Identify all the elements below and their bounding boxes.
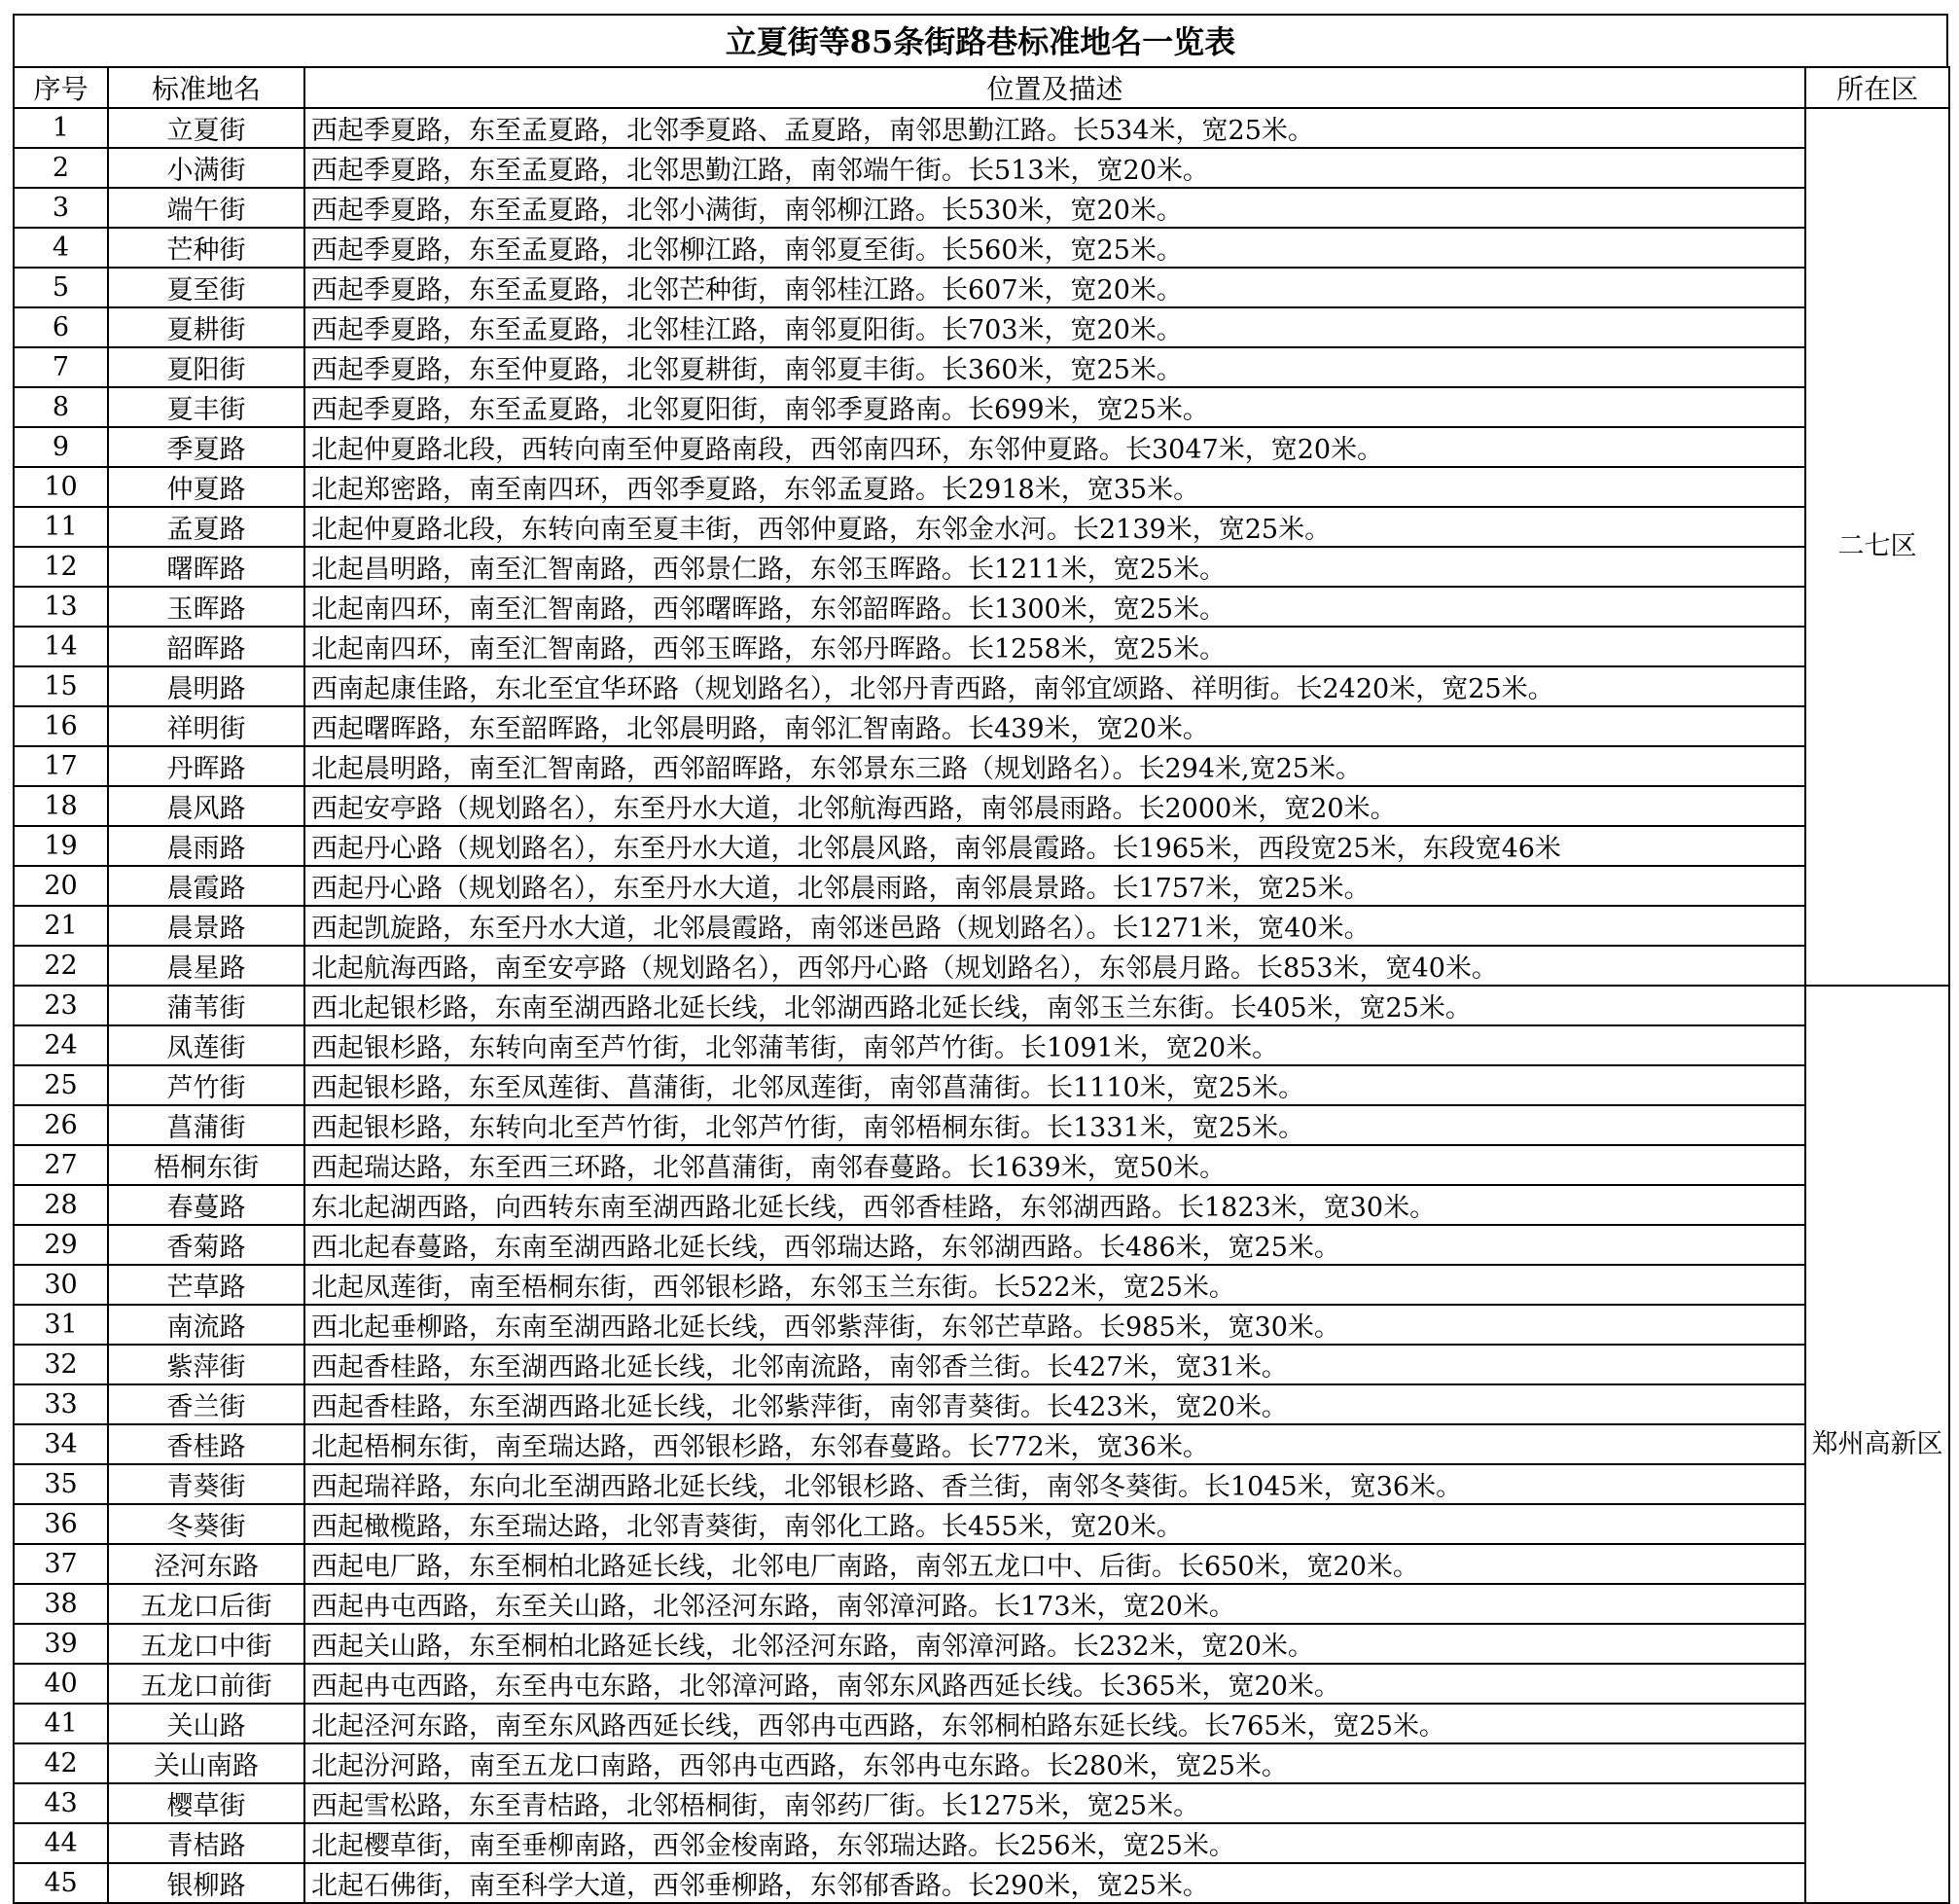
row-serial: 39 — [14, 1624, 108, 1664]
table-body — [14, 108, 1949, 1903]
row-description: 西北起银杉路，东南至湖西路北延长线，北邻湖西路北延长线，南邻玉兰东街。长405米，宽25米。 — [304, 986, 1805, 1025]
row-serial: 37 — [14, 1544, 108, 1584]
row-standard-name: 泾河东路 — [108, 1544, 304, 1584]
row-standard-name: 梧桐东街 — [108, 1145, 304, 1185]
header-description: 位置及描述 — [304, 67, 1805, 108]
row-description: 西起季夏路，东至孟夏路，北邻柳江路，南邻夏至街。长560米，宽25米。 — [304, 228, 1805, 268]
row-standard-name: 夏耕街 — [108, 307, 304, 347]
row-description: 西起凯旋路，东至丹水大道，北邻晨霞路，南邻迷邑路（规划路名）。长1271米，宽40米。 — [304, 906, 1805, 946]
row-serial: 31 — [14, 1305, 108, 1345]
row-description: 西起季夏路，东至仲夏路，北邻夏耕街，南邻夏丰街。长360米，宽25米。 — [304, 347, 1805, 387]
table-row — [14, 148, 1949, 188]
row-standard-name: 菖蒲街 — [108, 1105, 304, 1145]
row-serial: 27 — [14, 1145, 108, 1185]
table-row — [14, 1105, 1949, 1145]
row-serial: 32 — [14, 1345, 108, 1384]
table-row — [14, 307, 1949, 347]
row-serial: 3 — [14, 188, 108, 228]
row-standard-name: 玉晖路 — [108, 587, 304, 627]
row-serial: 12 — [14, 547, 108, 587]
row-description: 西起季夏路，东至孟夏路，北邻季夏路、孟夏路，南邻思勤江路。长534米，宽25米。 — [304, 108, 1805, 148]
row-standard-name: 夏至街 — [108, 268, 304, 307]
row-description: 北起昌明路，南至汇智南路，西邻景仁路，东邻玉晖路。长1211米，宽25米。 — [304, 547, 1805, 587]
table-row — [14, 1185, 1949, 1225]
row-description: 北起石佛街，南至科学大道，西邻垂柳路，东邻郁香路。长290米，宽25米。 — [304, 1863, 1805, 1903]
row-standard-name: 樱草街 — [108, 1783, 304, 1823]
row-standard-name: 关山南路 — [108, 1743, 304, 1783]
row-standard-name: 夏丰街 — [108, 387, 304, 427]
row-serial: 14 — [14, 627, 108, 666]
row-serial: 5 — [14, 268, 108, 307]
table-row — [14, 1464, 1949, 1504]
row-serial: 45 — [14, 1863, 108, 1903]
row-description: 西起季夏路，东至孟夏路，北邻芒种街，南邻桂江路。长607米，宽20米。 — [304, 268, 1805, 307]
row-serial: 8 — [14, 387, 108, 427]
row-description: 西起季夏路，东至孟夏路，北邻小满街，南邻柳江路。长530米，宽20米。 — [304, 188, 1805, 228]
table-row — [14, 786, 1949, 826]
row-serial: 17 — [14, 746, 108, 786]
row-standard-name: 小满街 — [108, 148, 304, 188]
row-description: 西起雪松路，东至青桔路，北邻梧桐街，南邻药厂街。长1275米，宽25米。 — [304, 1783, 1805, 1823]
row-description: 西起瑞祥路，东向北至湖西路北延长线，北邻银杉路、香兰街，南邻冬葵街。长1045米，宽36米。 — [304, 1464, 1805, 1504]
row-standard-name: 紫萍街 — [108, 1345, 304, 1384]
row-serial: 33 — [14, 1384, 108, 1424]
table-title: 立夏街等85条街路巷标准地名一览表 — [13, 14, 1948, 66]
table-row — [14, 268, 1949, 307]
table-row — [14, 1664, 1949, 1704]
row-description: 北起汾河路，南至五龙口南路，西邻冉屯西路，东邻冉屯东路。长280米，宽25米。 — [304, 1743, 1805, 1783]
row-description: 西北起垂柳路，东南至湖西路北延长线，西邻紫萍街，东邻芒草路。长985米，宽30米。 — [304, 1305, 1805, 1345]
table-row — [14, 1065, 1949, 1105]
row-standard-name: 春蔓路 — [108, 1185, 304, 1225]
table-row — [14, 507, 1949, 547]
row-description: 东北起湖西路，向西转东南至湖西路北延长线，西邻香桂路，东邻湖西路。长1823米，宽30米。 — [304, 1185, 1805, 1225]
row-standard-name: 香兰街 — [108, 1384, 304, 1424]
row-standard-name: 五龙口中街 — [108, 1624, 304, 1664]
row-serial: 35 — [14, 1464, 108, 1504]
row-standard-name: 曙晖路 — [108, 547, 304, 587]
table-row — [14, 1145, 1949, 1185]
row-standard-name: 孟夏路 — [108, 507, 304, 547]
table-row — [14, 188, 1949, 228]
row-serial: 21 — [14, 906, 108, 946]
table-row — [14, 1823, 1949, 1863]
row-description: 西起银杉路，东至凤莲街、菖蒲街，北邻凤莲街，南邻菖蒲街。长1110米，宽25米。 — [304, 1065, 1805, 1105]
table-row — [14, 946, 1949, 986]
table-row — [14, 1863, 1949, 1903]
row-description: 北起梧桐东街，南至瑞达路，西邻银杉路，东邻春蔓路。长772米，宽36米。 — [304, 1424, 1805, 1464]
row-description: 西起关山路，东至桐柏北路延长线，北邻泾河东路，南邻漳河路。长232米，宽20米。 — [304, 1624, 1805, 1664]
row-description: 西起银杉路，东转向南至芦竹街，北邻蒲苇街，南邻芦竹街。长1091米，宽20米。 — [304, 1025, 1805, 1065]
row-description: 北起仲夏路北段，西转向南至仲夏路南段，西邻南四环，东邻仲夏路。长3047米，宽20米。 — [304, 427, 1805, 467]
row-description: 西起安亭路（规划路名），东至丹水大道，北邻航海西路，南邻晨雨路。长2000米，宽20米。 — [304, 786, 1805, 826]
row-standard-name: 芒种街 — [108, 228, 304, 268]
row-serial: 29 — [14, 1225, 108, 1265]
row-description: 北起航海西路，南至安亭路（规划路名），西邻丹心路（规划路名），东邻晨月路。长853米，宽40米。 — [304, 946, 1805, 986]
row-standard-name: 晨霞路 — [108, 866, 304, 906]
table-row — [14, 1783, 1949, 1823]
table-row — [14, 666, 1949, 706]
row-serial: 7 — [14, 347, 108, 387]
row-description: 西起季夏路，东至孟夏路，北邻思勤江路，南邻端午街。长513米，宽20米。 — [304, 148, 1805, 188]
district-cell: 郑州高新区 — [1805, 986, 1949, 1903]
row-description: 西起丹心路（规划路名），东至丹水大道，北邻晨雨路，南邻晨景路。长1757米，宽25米。 — [304, 866, 1805, 906]
table-row — [14, 1305, 1949, 1345]
row-standard-name: 晨风路 — [108, 786, 304, 826]
table-row — [14, 1225, 1949, 1265]
row-serial: 38 — [14, 1584, 108, 1624]
row-standard-name: 丹晖路 — [108, 746, 304, 786]
table-row — [14, 1504, 1949, 1544]
row-serial: 23 — [14, 986, 108, 1025]
table-row — [14, 1025, 1949, 1065]
row-standard-name: 韶晖路 — [108, 627, 304, 666]
district-cell: 二七区 — [1805, 108, 1949, 986]
row-serial: 19 — [14, 826, 108, 866]
row-description: 西起冉屯西路，东至冉屯东路，北邻漳河路，南邻东风路西延长线。长365米，宽20米。 — [304, 1664, 1805, 1704]
row-serial: 9 — [14, 427, 108, 467]
row-standard-name: 晨明路 — [108, 666, 304, 706]
table-row — [14, 1624, 1949, 1664]
row-standard-name: 冬葵街 — [108, 1504, 304, 1544]
row-serial: 2 — [14, 148, 108, 188]
header-row — [14, 67, 1949, 108]
table-row — [14, 1544, 1949, 1584]
table-row — [14, 746, 1949, 786]
row-standard-name: 青葵街 — [108, 1464, 304, 1504]
row-serial: 34 — [14, 1424, 108, 1464]
row-standard-name: 晨景路 — [108, 906, 304, 946]
row-description: 西起瑞达路，东至西三环路，北邻菖蒲街，南邻春蔓路。长1639米，宽50米。 — [304, 1145, 1805, 1185]
row-standard-name: 祥明街 — [108, 706, 304, 746]
row-description: 北起晨明路，南至汇智南路，西邻韶晖路，东邻景东三路（规划路名）。长294米,宽25米。 — [304, 746, 1805, 786]
table-row — [14, 986, 1949, 1025]
row-serial: 6 — [14, 307, 108, 347]
row-serial: 15 — [14, 666, 108, 706]
row-standard-name: 立夏街 — [108, 108, 304, 148]
row-serial: 26 — [14, 1105, 108, 1145]
table-row — [14, 826, 1949, 866]
table-row — [14, 1424, 1949, 1464]
row-standard-name: 银柳路 — [108, 1863, 304, 1903]
row-standard-name: 芦竹街 — [108, 1065, 304, 1105]
table-row — [14, 108, 1949, 148]
row-description: 北起凤莲街，南至梧桐东街，西邻银杉路，东邻玉兰东街。长522米，宽25米。 — [304, 1265, 1805, 1305]
row-description: 北起泾河东路，南至东风路西延长线，西邻冉屯西路，东邻桐柏路东延长线。长765米，宽25米。 — [304, 1704, 1805, 1743]
row-serial: 4 — [14, 228, 108, 268]
row-description: 北起郑密路，南至南四环，西邻季夏路，东邻孟夏路。长2918米，宽35米。 — [304, 467, 1805, 507]
row-serial: 41 — [14, 1704, 108, 1743]
header-standard-name: 标准地名 — [108, 67, 304, 108]
table-row — [14, 427, 1949, 467]
header-district: 所在区 — [1805, 67, 1949, 108]
row-serial: 16 — [14, 706, 108, 746]
table-row — [14, 1584, 1949, 1624]
row-serial: 13 — [14, 587, 108, 627]
row-serial: 10 — [14, 467, 108, 507]
row-description: 西起电厂路，东至桐柏北路延长线，北邻电厂南路，南邻五龙口中、后街。长650米，宽20米。 — [304, 1544, 1805, 1584]
row-standard-name: 五龙口前街 — [108, 1664, 304, 1704]
row-description: 西南起康佳路，东北至宜华环路（规划路名），北邻丹青西路，南邻宜颂路、祥明街。长2420米，宽25米。 — [304, 666, 1805, 706]
row-serial: 20 — [14, 866, 108, 906]
row-standard-name: 夏阳街 — [108, 347, 304, 387]
row-serial: 24 — [14, 1025, 108, 1065]
row-serial: 22 — [14, 946, 108, 986]
row-description: 西起曙晖路，东至韶晖路，北邻晨明路，南邻汇智南路。长439米，宽20米。 — [304, 706, 1805, 746]
table-row — [14, 387, 1949, 427]
table-row — [14, 547, 1949, 587]
row-description: 西起银杉路，东转向北至芦竹街，北邻芦竹街，南邻梧桐东街。长1331米，宽25米。 — [304, 1105, 1805, 1145]
table-row — [14, 1265, 1949, 1305]
row-description: 西起香桂路，东至湖西路北延长线，北邻南流路，南邻香兰街。长427米，宽31米。 — [304, 1345, 1805, 1384]
row-description: 北起南四环，南至汇智南路，西邻曙晖路，东邻韶晖路。长1300米，宽25米。 — [304, 587, 1805, 627]
row-standard-name: 晨星路 — [108, 946, 304, 986]
place-name-table — [13, 66, 1950, 1904]
row-serial: 40 — [14, 1664, 108, 1704]
header-serial: 序号 — [14, 67, 108, 108]
row-description: 西起丹心路（规划路名），东至丹水大道，北邻晨风路，南邻晨霞路。长1965米，西段宽25米，东段宽46米 — [304, 826, 1805, 866]
row-description: 西起季夏路，东至孟夏路，北邻夏阳街，南邻季夏路南。长699米，宽25米。 — [304, 387, 1805, 427]
table-row — [14, 347, 1949, 387]
row-standard-name: 青桔路 — [108, 1823, 304, 1863]
row-standard-name: 仲夏路 — [108, 467, 304, 507]
row-serial: 28 — [14, 1185, 108, 1225]
row-description: 西起橄榄路，东至瑞达路，北邻青葵街，南邻化工路。长455米，宽20米。 — [304, 1504, 1805, 1544]
table-row — [14, 1345, 1949, 1384]
row-description: 北起南四环，南至汇智南路，西邻玉晖路，东邻丹晖路。长1258米，宽25米。 — [304, 627, 1805, 666]
row-standard-name: 芒草路 — [108, 1265, 304, 1305]
table-row — [14, 228, 1949, 268]
row-serial: 18 — [14, 786, 108, 826]
row-serial: 1 — [14, 108, 108, 148]
table-row — [14, 587, 1949, 627]
row-standard-name: 南流路 — [108, 1305, 304, 1345]
table-row — [14, 866, 1949, 906]
row-serial: 25 — [14, 1065, 108, 1105]
row-standard-name: 凤莲街 — [108, 1025, 304, 1065]
table-row — [14, 1384, 1949, 1424]
row-standard-name: 五龙口后街 — [108, 1584, 304, 1624]
row-standard-name: 季夏路 — [108, 427, 304, 467]
row-serial: 42 — [14, 1743, 108, 1783]
row-standard-name: 香菊路 — [108, 1225, 304, 1265]
table-row — [14, 1743, 1949, 1783]
row-serial: 43 — [14, 1783, 108, 1823]
row-serial: 44 — [14, 1823, 108, 1863]
row-standard-name: 关山路 — [108, 1704, 304, 1743]
table-row — [14, 1704, 1949, 1743]
table-row — [14, 906, 1949, 946]
table-row — [14, 706, 1949, 746]
row-serial: 11 — [14, 507, 108, 547]
table-row — [14, 467, 1949, 507]
row-description: 西起冉屯西路，东至关山路，北邻泾河东路，南邻漳河路。长173米，宽20米。 — [304, 1584, 1805, 1624]
row-standard-name: 蒲苇街 — [108, 986, 304, 1025]
row-standard-name: 端午街 — [108, 188, 304, 228]
row-serial: 30 — [14, 1265, 108, 1305]
row-standard-name: 晨雨路 — [108, 826, 304, 866]
row-description: 西起香桂路，东至湖西路北延长线，北邻紫萍街，南邻青葵街。长423米，宽20米。 — [304, 1384, 1805, 1424]
row-description: 西起季夏路，东至孟夏路，北邻桂江路，南邻夏阳街。长703米，宽20米。 — [304, 307, 1805, 347]
table-row — [14, 627, 1949, 666]
row-standard-name: 香桂路 — [108, 1424, 304, 1464]
row-description: 北起樱草街，南至垂柳南路，西邻金梭南路，东邻瑞达路。长256米，宽25米。 — [304, 1823, 1805, 1863]
row-description: 西北起春蔓路，东南至湖西路北延长线，西邻瑞达路，东邻湖西路。长486米，宽25米。 — [304, 1225, 1805, 1265]
row-serial: 36 — [14, 1504, 108, 1544]
row-description: 北起仲夏路北段，东转向南至夏丰街，西邻仲夏路，东邻金水河。长2139米，宽25米。 — [304, 507, 1805, 547]
spreadsheet — [13, 14, 1948, 1904]
